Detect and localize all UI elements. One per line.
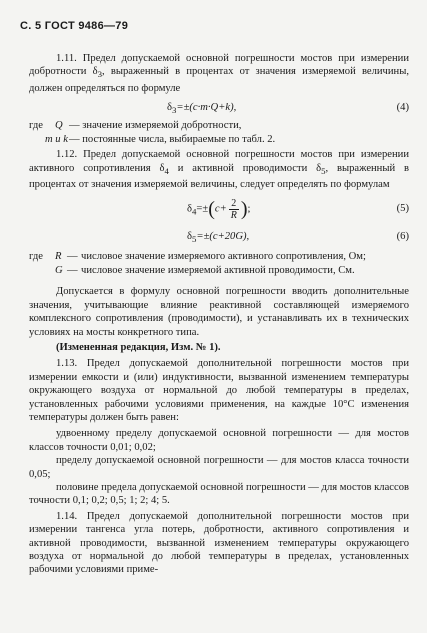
paragraph-1-12-mid: и активной проводимости δ xyxy=(168,162,322,174)
definition-r-symbol: R xyxy=(55,251,62,263)
definitions-1 xyxy=(29,119,409,146)
formula-5-c: c+ xyxy=(214,203,227,215)
fraction-denominator: R xyxy=(230,209,237,221)
formula-6 xyxy=(29,228,409,246)
formula-6-number: (6) xyxy=(396,231,409,243)
definition-q-symbol: Q xyxy=(55,120,63,132)
delta-subscript: 3 xyxy=(97,69,102,80)
formula-4-rhs: =±(c·m·Q+k), xyxy=(176,102,237,114)
paragraph-1-14: 1.14. Предел допускаемой дополнительной погрешности мостов при измерении тангенса угла потерь, добротности, активного сопротивления и активной проводимости, вызванной изменением температуры окружающего воздуха от нормальной до любой температуры в пределах, установленных рабочими условиями приме- xyxy=(29,510,409,576)
formula-6-expression xyxy=(187,228,249,248)
formula-4-lhs: δ xyxy=(167,102,172,114)
formula-5-pm: =± xyxy=(196,203,209,215)
definitions-2 xyxy=(29,250,409,277)
fraction-numerator: 2 xyxy=(229,198,239,210)
paragraph-1-11-rest: , выраженный в процентах от значения измеряемой величины, должен определяться по формуле xyxy=(29,66,409,94)
formula-4-sub: 3 xyxy=(172,105,177,116)
paragraph-1-11-text: 1.11. Предел допускаемой основной погрешности мостов при измерении добротности δ xyxy=(29,53,409,78)
document-body xyxy=(29,52,409,577)
paragraph-allowed: Допускается в формулу основной погрешности вводить дополнительные значения, учитывающие влияние реактивной составляющей измеряемого комплексного сопротивления (проводимости), и устанавливать их в технических условиях на мосты конкретного типа. xyxy=(29,286,409,338)
formula-4 xyxy=(29,99,409,117)
definition-mk-text: — постоянные числа, выбираемые по табл. 2. xyxy=(69,133,276,145)
list-item-2: пределу допускаемой основной погрешности — для мостов класса точности 0,05; xyxy=(29,455,409,480)
definition-r-text: числовое значение измеряемого активного сопротивления, Ом; xyxy=(81,251,366,263)
formula-6-rhs: =±(c+20G), xyxy=(196,231,250,243)
definition-q xyxy=(29,119,409,132)
formula-5-expression xyxy=(187,194,250,227)
definition-q-text: — значение измеряемой добротности, xyxy=(69,120,242,132)
page-header: С. 5 ГОСТ 9486—79 xyxy=(20,20,129,32)
definition-r-dash: — xyxy=(67,251,78,263)
definition-r xyxy=(29,250,409,263)
formula-4-expression xyxy=(167,99,236,119)
where-label: где xyxy=(29,120,43,132)
paragraph-1-11 xyxy=(29,52,409,95)
list-item-1: удвоенному пределу допускаемой основной погрешности — для мостов классов точности 0,01; 0,02; xyxy=(29,428,409,453)
definition-mk xyxy=(29,133,409,146)
formula-6-sub: 5 xyxy=(192,234,197,245)
left-paren: ( xyxy=(208,198,215,221)
formula-5-lhs: δ xyxy=(187,203,192,215)
formula-6-lhs: δ xyxy=(187,231,192,243)
definition-g-text: числовое значение измеряемой активной проводимости, См. xyxy=(81,264,355,276)
delta5-subscript: 5 xyxy=(321,165,326,176)
definition-g xyxy=(29,264,409,277)
definition-g-symbol: G xyxy=(55,264,63,276)
paragraph-1-13: 1.13. Предел допускаемой дополнительной погрешности мостов при измерении емкости и (или) индуктивности, вызванной изменением температуры окружающего воздуха от нормальной до любой температуры в пределах, установленных рабочими условиями применения, на каждые 10°С изменения температуры должен быть равен: xyxy=(29,358,409,423)
where-label-2: где xyxy=(29,251,43,263)
formula-4-number: (4) xyxy=(396,102,409,114)
amendment-note: (Измененная редакция, Изм. № 1). xyxy=(56,341,221,353)
definition-g-dash: — xyxy=(67,264,78,276)
paragraph-1-12 xyxy=(29,148,409,191)
paragraph-1-12-text: 1.12. Предел допускаемой основной погрешности мостов при измерении активного сопротивления δ xyxy=(29,149,409,174)
list-item-3: половине предела допускаемой основной погрешности — для мостов классов точности 0,1; 0,2; 0,5; 1; 2; 4; 5. xyxy=(29,481,409,507)
delta4-subscript: 4 xyxy=(164,165,169,176)
formula-5 xyxy=(29,194,409,224)
formula-5-sub: 4 xyxy=(192,207,197,218)
formula-5-fraction xyxy=(229,198,239,221)
definition-mk-symbol: m и k xyxy=(45,133,68,145)
paragraph-1-12-rest: , выраженный в процентах от значения измеряемой величины, следует определять по формулам xyxy=(29,162,409,191)
formula-5-number: (5) xyxy=(396,203,409,215)
formula-5-end: ; xyxy=(247,203,251,215)
right-paren: ) xyxy=(240,198,248,221)
